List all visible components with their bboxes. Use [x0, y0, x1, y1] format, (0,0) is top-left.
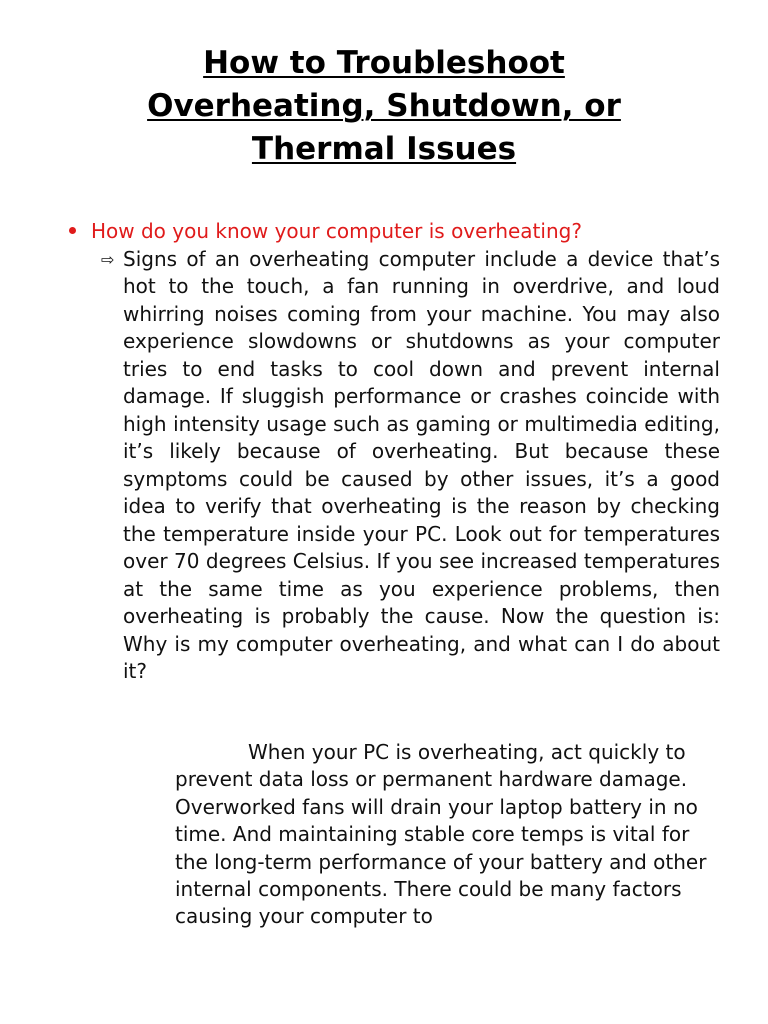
page-title	[60, 42, 708, 171]
body-paragraph: When your PC is overheating, act quickly to prevent data loss or permanent hardware damage. Overworked fans will drain your laptop battery in no time. And maintaining stable core temps is vital for the long-term performance of your battery and other internal components. There could be many factors causing your computer to	[175, 740, 707, 929]
bullet-item-question	[66, 218, 726, 245]
title-line-1: How to Troubleshoot	[203, 45, 565, 81]
bullet-question-text: How do you know your computer is overheating?	[91, 219, 582, 243]
title-line-2: Overheating, Shutdown, or	[147, 88, 621, 124]
bullet-dot-icon	[69, 227, 76, 234]
title-line-3: Thermal Issues	[251, 131, 517, 167]
outline-right-arrow-icon: ⇨	[101, 249, 115, 269]
sub-bullet-paragraph	[101, 246, 720, 686]
sub-bullet-text: Signs of an overheating computer include a device that’s hot to the touch, a fan running in overdrive, and loud whirring noises coming from your machine. You may also experience slowdowns or shutdowns as your computer tries to end tasks to cool down and prevent internal damage. If sluggish performance or crashes coincide with high intensity usage such as gaming or multimedia editing, it’s likely because of overheating. But because these symptoms could be caused by other issues, it’s a good idea to verify that overheating is the reason by checking the temperature inside your PC. Look out for temperatures over 70 degrees Celsius. If you see increased temperatures at the same time as you experience problems, then overheating is probably the cause. Now the question is: Why is my computer overheating, and what can I do about it?	[123, 246, 720, 683]
